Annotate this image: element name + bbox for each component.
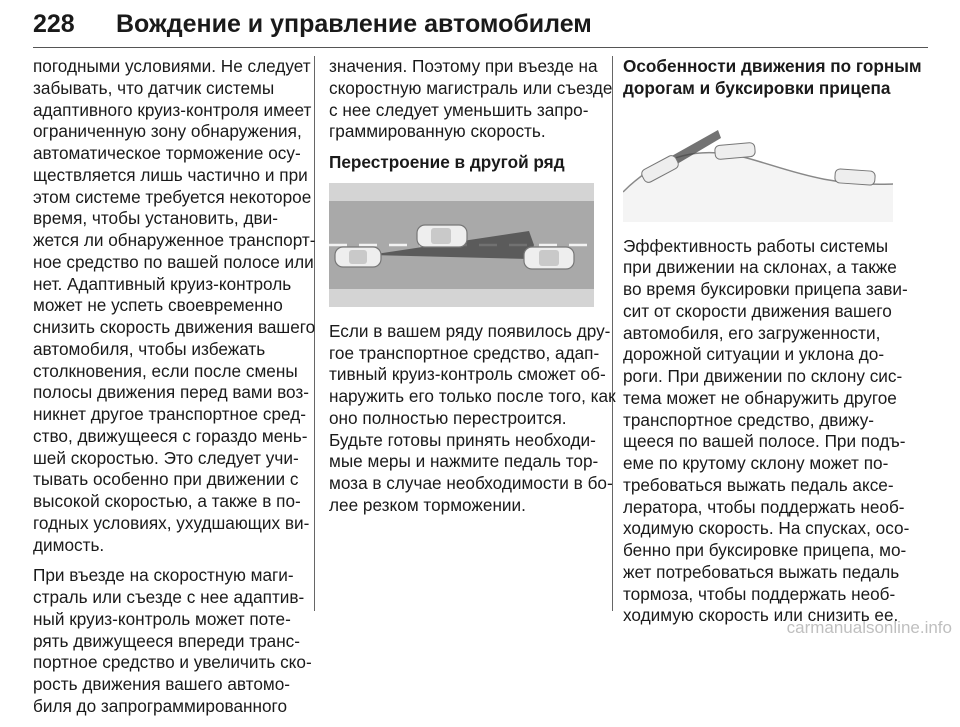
- text-line: ный круиз-контроль может поте-: [33, 608, 291, 629]
- text-line: портное средство и увеличить ско-: [33, 652, 312, 673]
- text-line: роги. При движении по склону сис-: [623, 366, 903, 386]
- text-line: ществляется лишь частично и при: [33, 164, 308, 185]
- text-line: скоростную магистраль или съезде: [329, 77, 613, 98]
- text-line: забывать, что датчик системы: [33, 77, 275, 98]
- text-line: еме по крутому склону может по-: [623, 453, 889, 473]
- text-line: время, чтобы установить, дви-: [33, 208, 278, 229]
- page-header: [33, 6, 928, 42]
- car-icon: [524, 247, 574, 269]
- text-line: транспортное средство, движу-: [623, 409, 875, 430]
- text-line: жется ли обнаруженное транспорт-: [33, 230, 316, 250]
- text-line: дорогам и буксировки прицепа: [623, 77, 891, 98]
- text-line: страль или съезде с нее адаптив-: [33, 587, 305, 607]
- text-line: автомобиля, его загруженности,: [623, 322, 881, 343]
- paragraph: [329, 320, 616, 517]
- text-line: годных условиях, ухудшающих ви-: [33, 512, 310, 533]
- text-line: при движении на склонах, а также: [623, 257, 897, 278]
- text-line: гое транспортное средство, адап-: [329, 342, 600, 363]
- text-line: Особенности движения по горным: [623, 56, 922, 76]
- text-line: При въезде на скоростную маги-: [33, 565, 294, 586]
- car-icon: [335, 247, 381, 267]
- text-line: тивный круиз-контроль сможет об-: [329, 364, 606, 385]
- header-rule: [33, 47, 928, 48]
- mountain-road-illustration: [623, 112, 893, 222]
- paragraph: [33, 56, 316, 556]
- page-title: Вождение и управление автомобилем: [116, 10, 592, 38]
- car-icon: [714, 142, 755, 159]
- paragraph: [33, 565, 312, 717]
- text-line: ходимую скорость. На спусках, осо-: [623, 518, 910, 539]
- text-line: погодными условиями. Не следует: [33, 56, 311, 76]
- text-line: бенно при буксировке прицепа, мо-: [623, 540, 907, 560]
- text-line: значения. Поэтому при въезде на: [329, 56, 598, 76]
- text-line: мые меры и нажмите педаль тор-: [329, 451, 599, 472]
- text-line: нет. Адаптивный круиз-контроль: [33, 273, 292, 294]
- text-line: снизить скорость движения вашего: [33, 317, 316, 337]
- column-2: [329, 56, 616, 526]
- text-line: полосы движения перед вами воз-: [33, 382, 309, 403]
- text-line: граммированную скорость.: [329, 121, 546, 142]
- text-line: Будьте готовы принять необходи-: [329, 429, 596, 450]
- column-3: [623, 56, 922, 636]
- text-line: димость.: [33, 534, 105, 555]
- paragraph: [329, 56, 613, 143]
- text-line: дорожной ситуации и уклона до-: [623, 344, 885, 365]
- column-1: [33, 56, 316, 727]
- text-line: ное средство по вашей полосе или: [33, 251, 314, 272]
- text-line: ходимую скорость или снизить ее.: [623, 605, 899, 626]
- text-line: ограниченную зону обнаружения,: [33, 121, 302, 142]
- text-line: тывать особенно при движении с: [33, 469, 299, 490]
- text-line: адаптивного круиз-контроля имеет: [33, 99, 312, 120]
- text-line: лее резком торможении.: [329, 494, 526, 515]
- page-number: 228: [33, 10, 75, 38]
- text-line: требоваться выжать педаль аксе-: [623, 474, 894, 495]
- lane-change-illustration: [329, 183, 594, 307]
- text-line: этом системе требуется некоторое: [33, 186, 312, 207]
- column-divider: [612, 56, 613, 611]
- section-heading-mountain-roads: [623, 56, 922, 100]
- car-icon: [417, 225, 467, 247]
- text-line: сит от скорости движения вашего: [623, 300, 892, 321]
- text-line: тема может не обнаружить другое: [623, 387, 897, 408]
- text-line: биля до запрограммированного: [33, 695, 288, 716]
- section-heading-lane-change: Перестроение в другой ряд: [329, 152, 565, 172]
- text-line: столкновения, если после смены: [33, 360, 298, 381]
- text-line: щееся по вашей полосе. При подъ-: [623, 431, 906, 452]
- text-line: во время буксировки прицепа зави-: [623, 279, 908, 299]
- text-line: лератора, чтобы поддержать необ-: [623, 496, 905, 517]
- text-line: рость движения вашего автомо-: [33, 674, 291, 694]
- text-line: высокой скоростью, а также в по-: [33, 491, 301, 511]
- text-line: автоматическое торможение осу-: [33, 143, 301, 163]
- text-line: Эффективность работы системы: [623, 235, 889, 256]
- text-line: шей скоростью. Это следует учи-: [33, 447, 299, 468]
- text-line: никнет другое транспортное сред-: [33, 404, 306, 424]
- car-icon: [835, 168, 876, 185]
- text-line: моза в случае необходимости в бо-: [329, 473, 613, 493]
- text-line: оно полностью перестроится.: [329, 407, 567, 428]
- text-line: ство, движущееся с гораздо мень-: [33, 425, 308, 446]
- watermark: carmanualsonline.info: [786, 618, 952, 637]
- text-line: может не успеть своевременно: [33, 295, 283, 316]
- paragraph: [623, 235, 910, 628]
- text-line: с нее следует уменьшить запро-: [329, 99, 589, 120]
- text-line: тормоза, чтобы поддержать необ-: [623, 583, 896, 604]
- text-line: Если в вашем ряду появилось дру-: [329, 320, 611, 341]
- text-line: жет потребоваться выжать педаль: [623, 561, 900, 582]
- text-line: наружить его только после того, как: [329, 386, 616, 406]
- text-line: автомобиля, чтобы избежать: [33, 338, 266, 359]
- text-line: рять движущееся впереди транс-: [33, 630, 301, 651]
